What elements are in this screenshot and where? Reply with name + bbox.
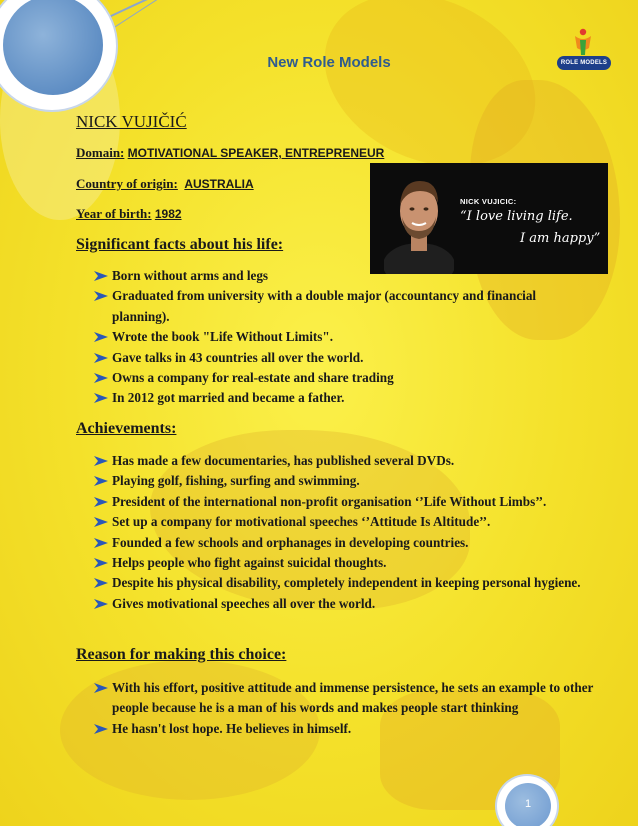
arrow-bullet-icon (94, 517, 108, 527)
list-item: Despite his physical disability, completely independent in keeping personal hygiene. (94, 573, 594, 593)
country-value: AUSTRALIA (184, 177, 254, 191)
list-item: Graduated from university with a double major (accountancy and financial planning). (94, 286, 594, 327)
list-item: Playing golf, fishing, surfing and swimming. (94, 471, 594, 491)
logo-badge-text: ROLE MODELS (557, 56, 611, 70)
header-title: New Role Models (267, 54, 391, 71)
list-item: Owns a company for real-estate and share trading (94, 368, 594, 388)
arrow-bullet-icon (94, 373, 108, 383)
list-item: President of the international non-profit organisation ‘’Life Without Limbs’’. (94, 492, 594, 512)
year-field (76, 206, 182, 222)
domain-field (76, 145, 384, 161)
arrow-bullet-icon (94, 271, 108, 281)
reason-heading: Reason for making this choice: (76, 646, 287, 663)
year-label: Year of birth: (76, 206, 152, 221)
photo-quote-line: “I love living life. (460, 209, 573, 224)
arrow-bullet-icon (94, 538, 108, 548)
arrow-bullet-icon (94, 497, 108, 507)
list-item: In 2012 got married and became a father. (94, 388, 594, 408)
role-models-logo (555, 26, 613, 74)
arrow-bullet-icon (94, 393, 108, 403)
domain-value: MOTIVATIONAL SPEAKER, ENTREPRENEUR (127, 146, 385, 160)
portrait-photo (370, 163, 608, 274)
list-item: Gives motivational speeches all over the world. (94, 594, 594, 614)
country-field (76, 176, 254, 192)
arrow-bullet-icon (94, 724, 108, 734)
page-number: 1 (524, 798, 532, 810)
list-item: He hasn't lost hope. He believes in himself. (94, 719, 594, 739)
facts-heading: Significant facts about his life: (76, 236, 284, 253)
list-item: Set up a company for motivational speeches ‘’Attitude Is Altitude’’. (94, 512, 594, 532)
arrow-bullet-icon (94, 353, 108, 363)
arrow-bullet-icon (94, 578, 108, 588)
achievements-heading: Achievements: (76, 420, 177, 437)
list-item: Helps people who fight against suicidal thoughts. (94, 553, 594, 573)
portrait-face-image (384, 169, 454, 274)
list-item: Wrote the book "Life Without Limits". (94, 327, 594, 347)
achievements-list (94, 451, 594, 614)
photo-caption-name: NICK VUJICIC: (460, 197, 517, 206)
reasons-list (94, 678, 594, 739)
arrow-bullet-icon (94, 456, 108, 466)
list-item: Born without arms and legs (94, 266, 594, 286)
arrow-bullet-icon (94, 291, 108, 301)
list-item: Gave talks in 43 countries all over the world. (94, 348, 594, 368)
facts-list (94, 266, 594, 409)
list-item: Founded a few schools and orphanages in developing countries. (94, 533, 594, 553)
list-item: Has made a few documentaries, has published several DVDs. (94, 451, 594, 471)
arrow-bullet-icon (94, 599, 108, 609)
arrow-bullet-icon (94, 476, 108, 486)
year-value: 1982 (154, 207, 182, 221)
arrow-bullet-icon (94, 332, 108, 342)
domain-label: Domain: (76, 145, 125, 160)
arrow-bullet-icon (94, 683, 108, 693)
country-label: Country of origin: (76, 176, 178, 191)
person-name: NICK VUJIČIĆ (76, 112, 187, 131)
photo-quote-line: I am happy” (520, 231, 601, 246)
arrow-bullet-icon (94, 558, 108, 568)
role-models-logo-figure-icon (569, 28, 597, 56)
list-item: With his effort, positive attitude and immense persistence, he sets an example to other people because he is a man of his words and makes people start thinking (94, 678, 594, 719)
